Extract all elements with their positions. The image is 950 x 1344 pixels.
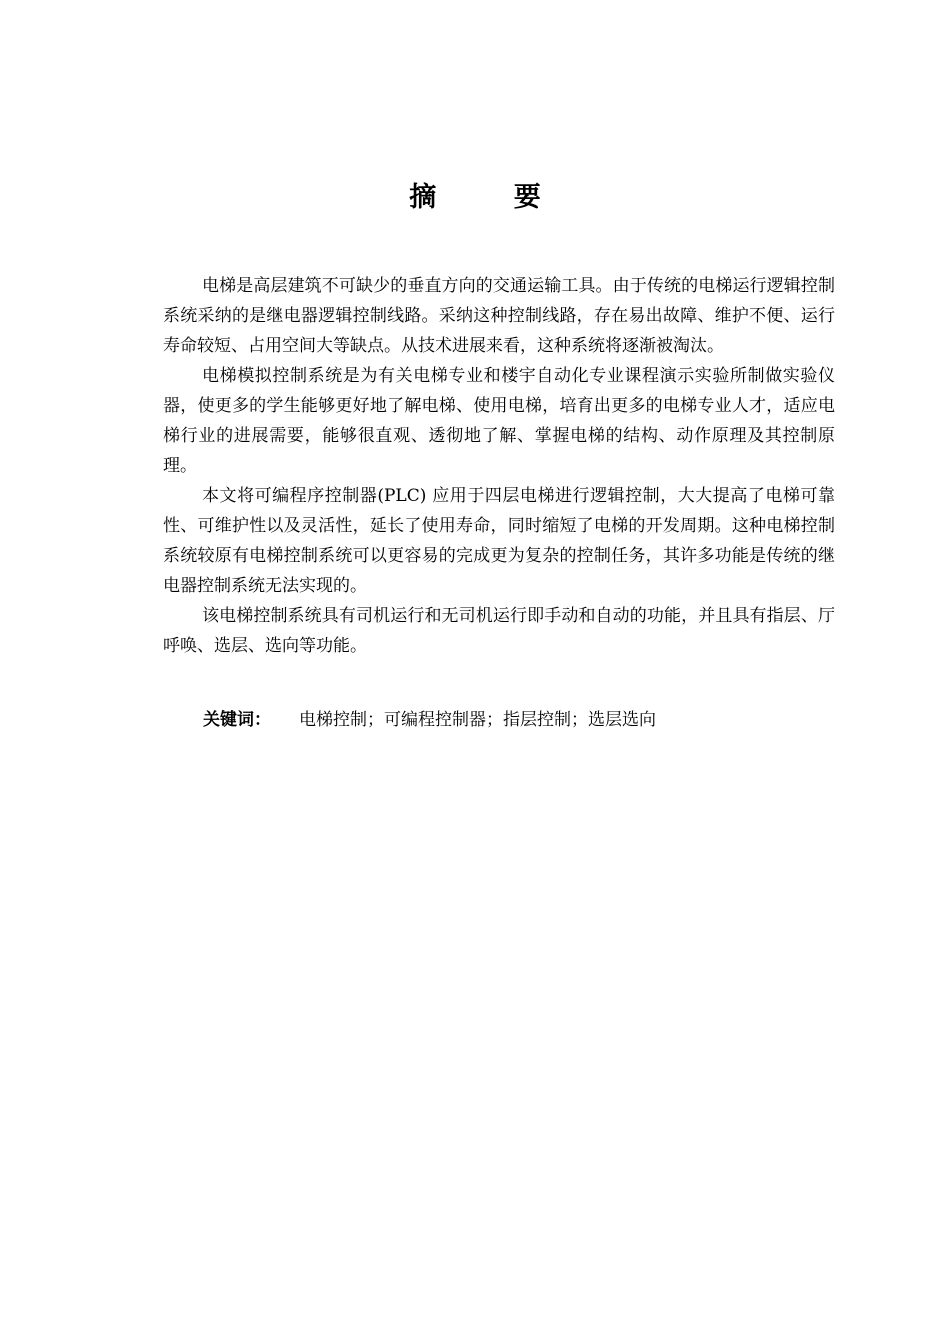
abstract-paragraph-4: 该电梯控制系统具有司机运行和无司机运行即手动和自动的功能，并且具有指层、厅呼唤、选层、选向等功能。 <box>163 606 835 656</box>
abstract-paragraph-1: 电梯是高层建筑不可缺少的垂直方向的交通运输工具。由于传统的电梯运行逻辑控制系统采纳的是继电器逻辑控制线路。采纳这种控制线路，存在易出故障、维护不便、运行寿命较短、占用空间大等缺点。从技术进展来看，这种系统将逐渐被淘汰。 <box>163 276 835 356</box>
keywords-line <box>203 705 843 735</box>
abstract-body <box>163 271 835 661</box>
abstract-paragraph-2: 电梯模拟控制系统是为有关电梯专业和楼宇自动化专业课程演示实验所制做实验仪器，使更多的学生能够更好地了解电梯、使用电梯，培育出更多的电梯专业人才，适应电梯行业的进展需要，能够很直观、透彻地了解、掌握电梯的结构、动作原理及其控制原理。 <box>163 366 835 476</box>
keywords-list: 电梯控制；可编程控制器；指层控制；选层选向 <box>299 710 656 730</box>
abstract-paragraph-3: 本文将可编程序控制器(PLC) 应用于四层电梯进行逻辑控制，大大提高了电梯可靠性、可维护性以及灵活性，延长了使用寿命，同时缩短了电梯的开发周期。这种电梯控制系统较原有电梯控制系统可以更容易的完成更为复杂的控制任务，其许多功能是传统的继电器控制系统无法实现的。 <box>163 486 835 596</box>
keywords-label: 关键词： <box>203 710 271 730</box>
abstract-title: 摘 要 <box>409 182 575 213</box>
